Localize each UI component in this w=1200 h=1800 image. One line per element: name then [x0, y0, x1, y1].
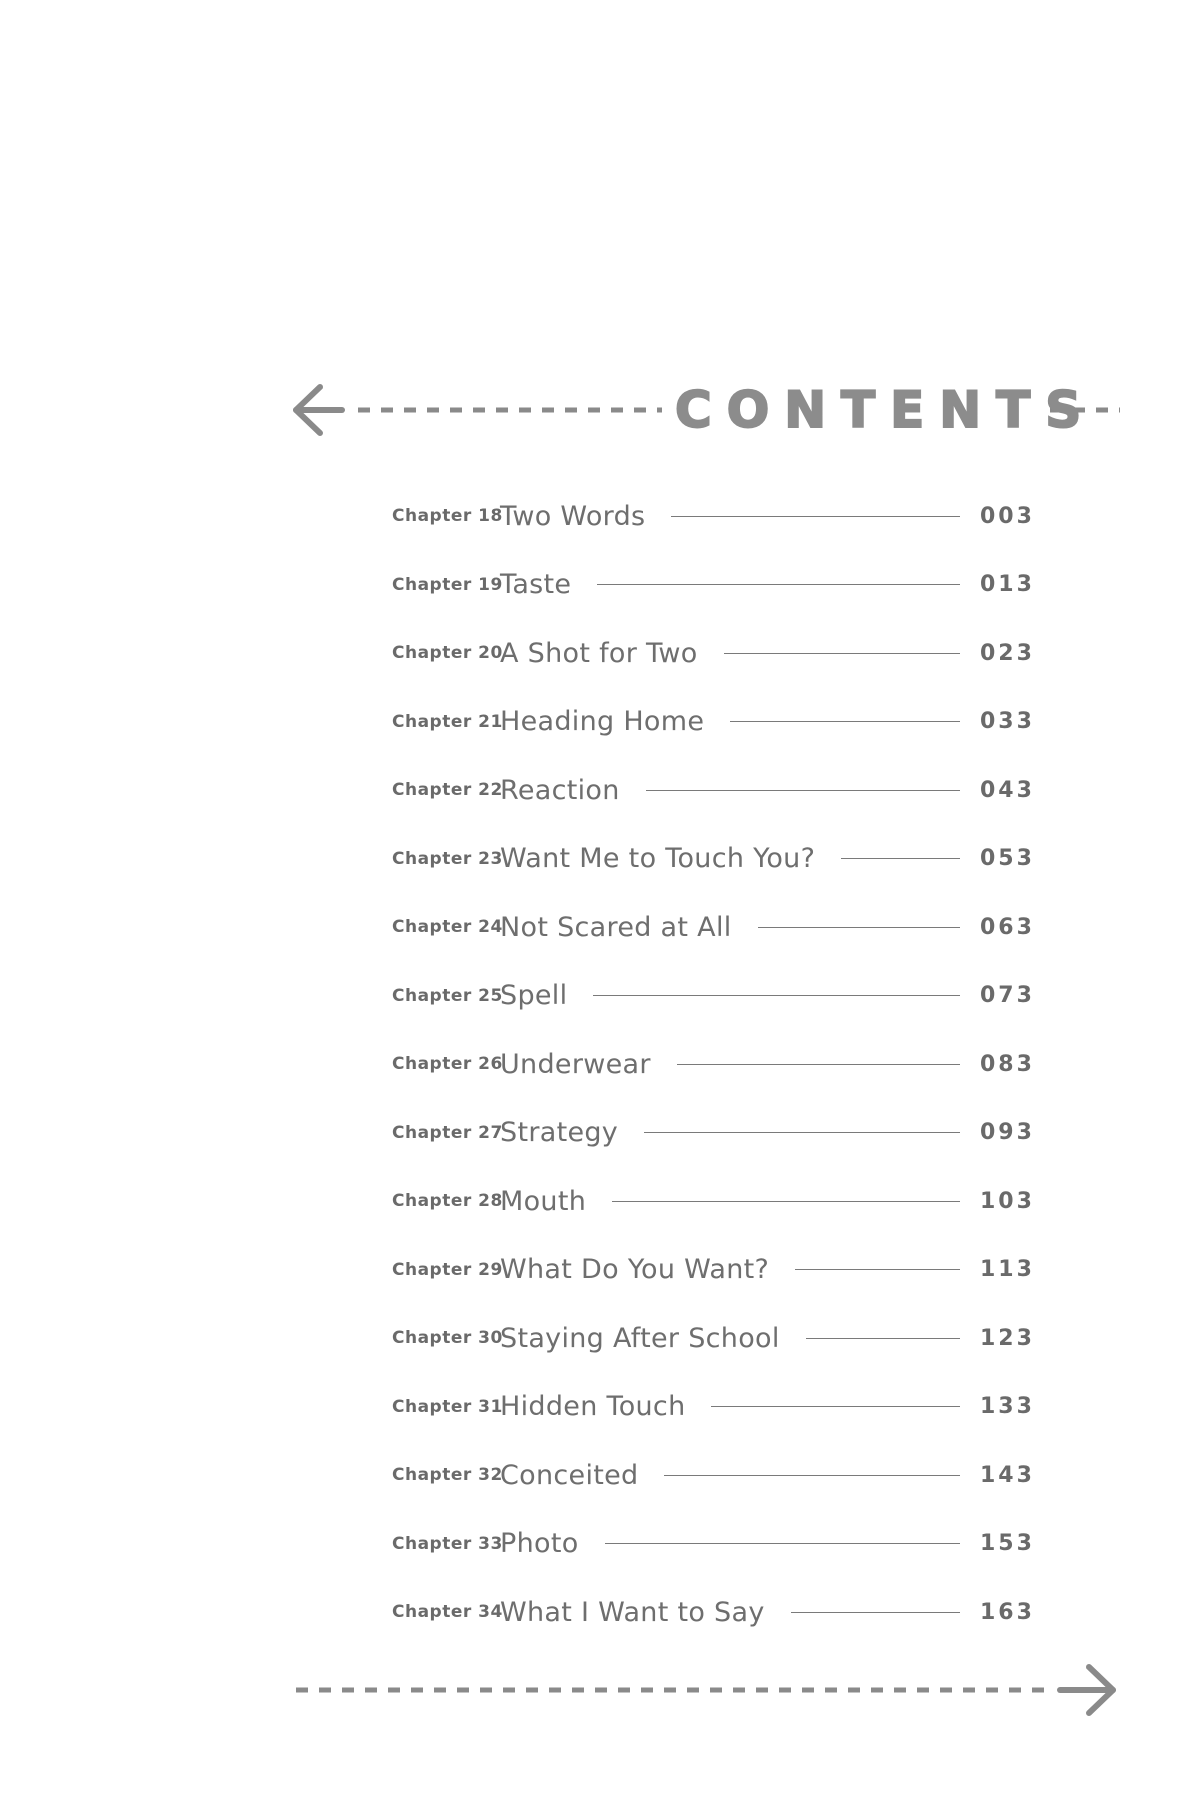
- leader-line: [711, 1406, 960, 1407]
- chapter-title: What Do You Want?: [500, 1254, 770, 1286]
- chapter-number: Chapter 33: [392, 1533, 503, 1554]
- chapter-number: Chapter 30: [392, 1328, 503, 1349]
- leader-line: [806, 1338, 960, 1339]
- page-number: 133: [980, 1394, 1035, 1420]
- toc-list: [392, 482, 1035, 1647]
- chapter-number: Chapter 24: [392, 917, 503, 938]
- leader-line: [644, 1132, 960, 1133]
- contents-footer: [290, 1660, 1120, 1720]
- chapter-number: Chapter 21: [392, 711, 503, 732]
- contents-header: [290, 375, 1120, 445]
- chapter-title: Want Me to Touch You?: [500, 843, 816, 875]
- page-number: 153: [980, 1531, 1035, 1557]
- leader-line: [795, 1269, 960, 1270]
- page-number: 033: [980, 709, 1035, 735]
- chapter-number: Chapter 18: [392, 506, 503, 527]
- chapter-title: Photo: [500, 1528, 579, 1560]
- chapter-title: Staying After School: [500, 1322, 780, 1354]
- chapter-title: Mouth: [500, 1185, 587, 1217]
- toc-entry[interactable]: [392, 756, 1035, 825]
- page-number: 043: [980, 777, 1035, 803]
- chapter-title: Reaction: [500, 774, 620, 806]
- chapter-number: Chapter 25: [392, 985, 503, 1006]
- page-number: 123: [980, 1325, 1035, 1351]
- toc-entry[interactable]: [392, 1099, 1035, 1168]
- chapter-number: Chapter 22: [392, 780, 503, 801]
- page-number: 143: [980, 1462, 1035, 1488]
- page-number: 053: [980, 846, 1035, 872]
- chapter-number: Chapter 23: [392, 848, 503, 869]
- chapter-title: Heading Home: [500, 706, 705, 738]
- chapter-title: Taste: [500, 569, 572, 601]
- page-number: 073: [980, 983, 1035, 1009]
- page-number: 113: [980, 1257, 1035, 1283]
- chapter-title: Two Words: [500, 500, 646, 532]
- page-number: 093: [980, 1120, 1035, 1146]
- leader-line: [612, 1201, 960, 1202]
- toc-entry[interactable]: [392, 1373, 1035, 1442]
- page-number: 083: [980, 1051, 1035, 1077]
- footer-decoration: [290, 1660, 1120, 1720]
- chapter-number: Chapter 34: [392, 1602, 503, 1623]
- arrow-left-icon: [296, 387, 342, 433]
- toc-entry[interactable]: [392, 482, 1035, 551]
- leader-line: [841, 858, 960, 859]
- leader-line: [671, 516, 960, 517]
- chapter-number: Chapter 29: [392, 1259, 503, 1280]
- toc-entry[interactable]: [392, 1236, 1035, 1305]
- chapter-number: Chapter 31: [392, 1396, 503, 1417]
- chapter-title: Strategy: [500, 1117, 619, 1149]
- toc-entry[interactable]: [392, 551, 1035, 620]
- toc-entry[interactable]: [392, 893, 1035, 962]
- toc-entry[interactable]: [392, 1578, 1035, 1647]
- page-number: 103: [980, 1188, 1035, 1214]
- toc-entry[interactable]: [392, 1304, 1035, 1373]
- chapter-number: Chapter 27: [392, 1122, 503, 1143]
- toc-entry[interactable]: [392, 1030, 1035, 1099]
- page-number: 163: [980, 1599, 1035, 1625]
- page-number: 003: [980, 503, 1035, 529]
- chapter-title: Hidden Touch: [500, 1391, 686, 1423]
- leader-line: [758, 927, 960, 928]
- page-title: CONTENTS: [675, 381, 1097, 439]
- chapter-number: Chapter 32: [392, 1465, 503, 1486]
- toc-entry[interactable]: [392, 1510, 1035, 1579]
- chapter-title: A Shot for Two: [500, 637, 698, 669]
- leader-line: [605, 1543, 960, 1544]
- toc-entry[interactable]: [392, 1167, 1035, 1236]
- chapter-title: Underwear: [500, 1048, 651, 1080]
- toc-entry[interactable]: [392, 688, 1035, 757]
- chapter-number: Chapter 26: [392, 1054, 503, 1075]
- page-number: 023: [980, 640, 1035, 666]
- chapter-title: Not Scared at All: [500, 911, 732, 943]
- leader-line: [646, 790, 960, 791]
- leader-line: [593, 995, 960, 996]
- leader-line: [730, 721, 960, 722]
- page-number: 063: [980, 914, 1035, 940]
- toc-entry[interactable]: [392, 825, 1035, 894]
- leader-line: [664, 1475, 960, 1476]
- page-number: 013: [980, 572, 1035, 598]
- toc-entry[interactable]: [392, 962, 1035, 1031]
- toc-entry[interactable]: [392, 619, 1035, 688]
- chapter-title: Spell: [500, 980, 568, 1012]
- chapter-title: Conceited: [500, 1459, 639, 1491]
- leader-line: [677, 1064, 960, 1065]
- leader-line: [724, 653, 960, 654]
- leader-line: [791, 1612, 960, 1613]
- leader-line: [597, 584, 960, 585]
- chapter-number: Chapter 20: [392, 643, 503, 664]
- arrow-right-icon: [1060, 1667, 1113, 1713]
- chapter-title: What I Want to Say: [500, 1596, 765, 1628]
- toc-entry[interactable]: [392, 1441, 1035, 1510]
- chapter-number: Chapter 28: [392, 1191, 503, 1212]
- chapter-number: Chapter 19: [392, 574, 503, 595]
